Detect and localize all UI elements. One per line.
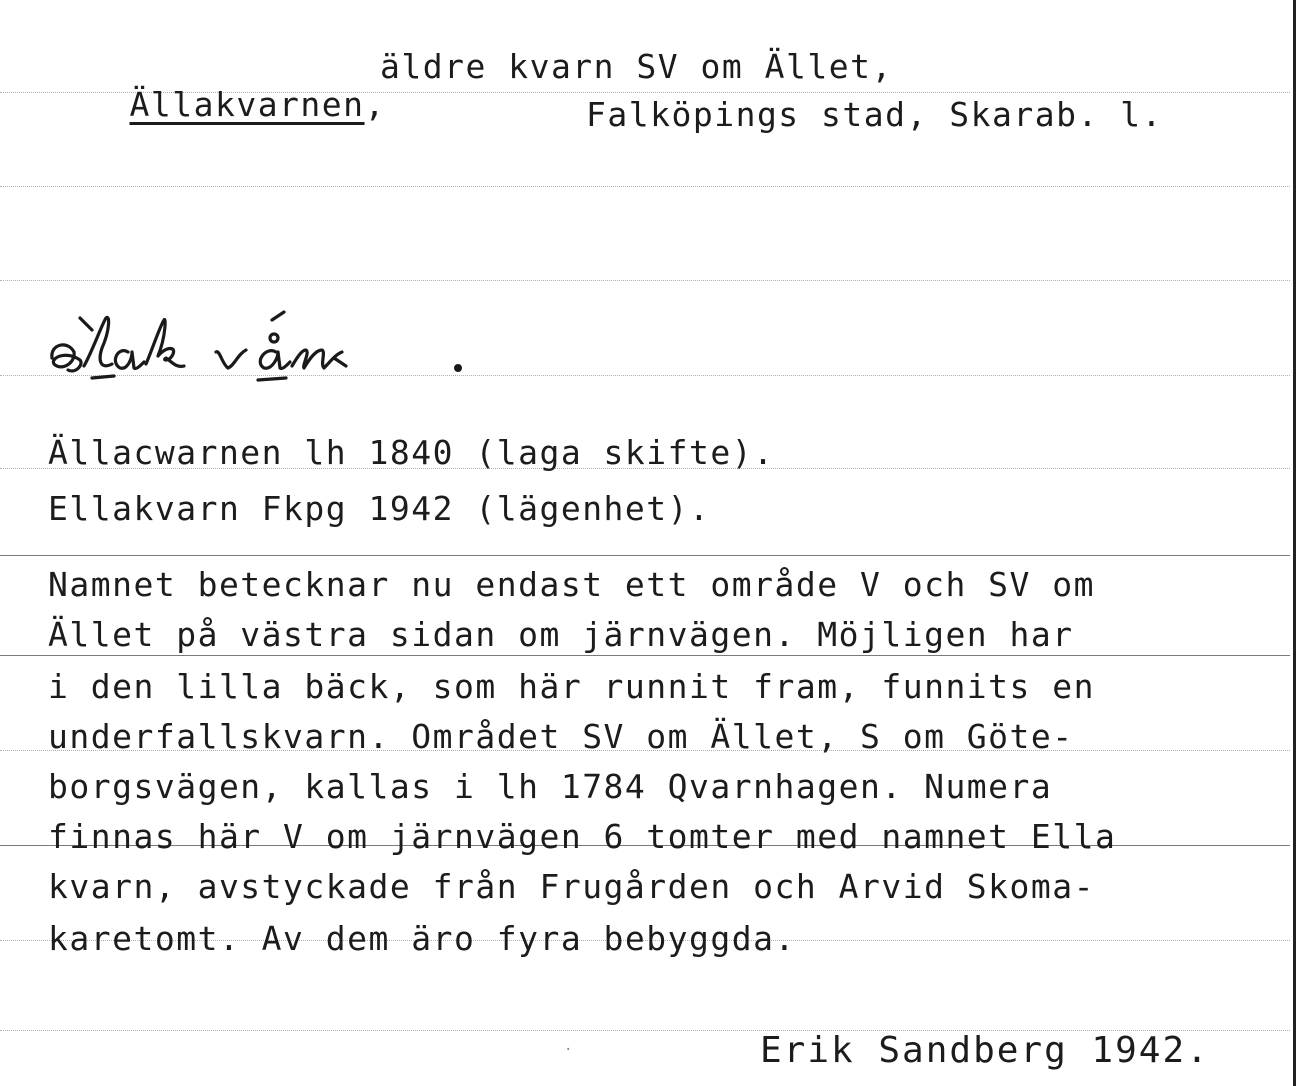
place-name: Ällakvarnen <box>129 85 365 124</box>
signature: Erik Sandberg 1942. <box>760 1030 1210 1071</box>
card-rule <box>0 655 1290 656</box>
body-line-7: kvarn, avstyckade från Frugården och Arvid Skoma- <box>48 867 1096 906</box>
handwritten-text: äla kván. <box>40 300 46 301</box>
form-line-2: Ellakvarn Fkpg 1942 (lägenhet). <box>48 489 711 528</box>
card-rule <box>0 280 1290 281</box>
card-rule <box>0 555 1290 556</box>
body-line-8: karetomt. Av dem äro fyra bebyggda. <box>48 919 796 958</box>
body-line-4: underfallskvarn. Området SV om Ället, S om Göte- <box>48 717 1074 756</box>
body-line-3: i den lilla bäck, som här runnit fram, funnits en <box>48 667 1096 706</box>
body-line-5: borgsvägen, kallas i lh 1784 Qvarnhagen. Numera <box>48 767 1053 806</box>
header-line-1 <box>44 48 386 162</box>
body-line-1: Namnet betecknar nu endast ett område V och SV om <box>48 565 1096 604</box>
card-edge <box>1293 0 1296 1086</box>
header-location: Falköpings stad, Skarab. l. <box>586 95 1163 134</box>
form-line-1: Ällacwarnen lh 1840 (laga skifte). <box>48 433 775 472</box>
handwritten-pronunciation <box>40 300 480 390</box>
header-description: äldre kvarn SV om Ället, <box>380 47 893 86</box>
body-line-2: Ället på västra sidan om järnvägen. Möjligen har <box>48 615 1074 654</box>
card-rule <box>0 186 1290 187</box>
place-name-comma: , <box>364 85 386 124</box>
ink-speck: · <box>564 1042 573 1058</box>
body-line-6: finnas här V om järnvägen 6 tomter med namnet Ella <box>48 817 1117 856</box>
